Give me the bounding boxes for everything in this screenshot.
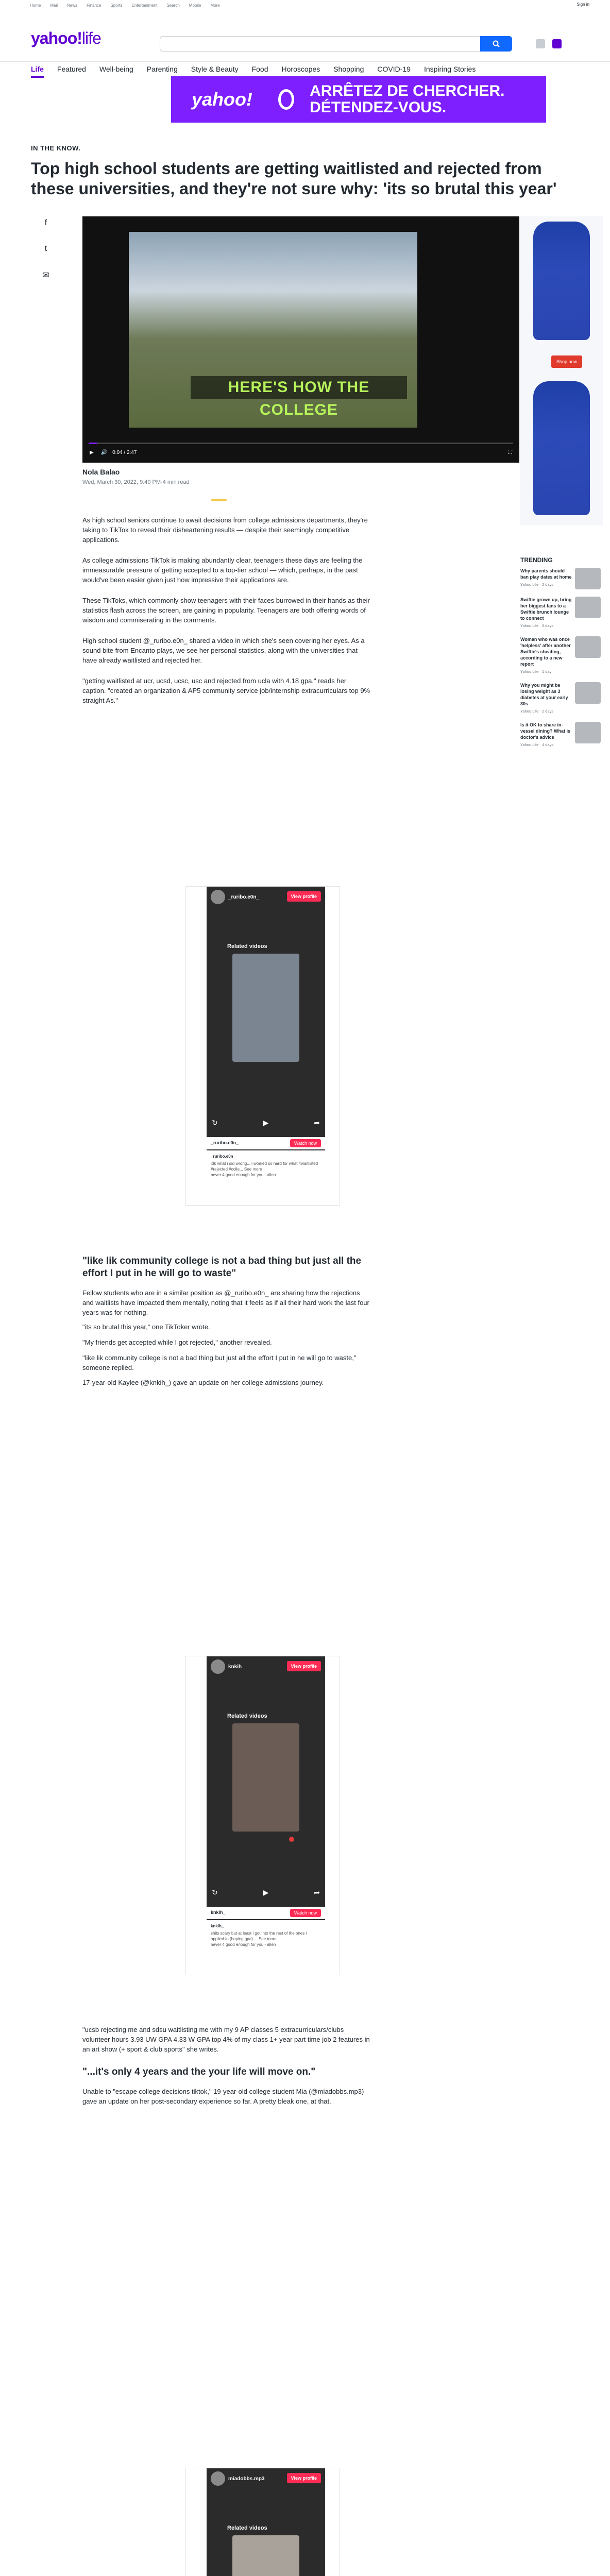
trend-title: Why parents should ban play dates at home <box>520 568 572 580</box>
tiktok-sound[interactable]: never 4 good enough for you - allen <box>211 1942 276 1947</box>
top-nav-item-home[interactable]: Home <box>30 3 41 8</box>
tab-life[interactable]: Life <box>31 65 44 78</box>
related-videos-label: Related videos <box>227 943 267 950</box>
top-nav-item-finance[interactable]: Finance <box>87 3 101 8</box>
trend-title: Is it OK to share in-vessel dining? What is doctor's advice <box>520 722 571 740</box>
paragraph: "its so brutal this year," one TikToker wrote. <box>82 1323 210 1331</box>
list-item[interactable] <box>520 597 603 629</box>
tiktok-controls <box>212 1118 320 1127</box>
tab-covid[interactable]: COVID-19 <box>377 65 411 73</box>
share-icon[interactable]: ➦ <box>314 1888 320 1896</box>
recording-dot <box>289 1837 294 1842</box>
trend-source: Yahoo Life · 1 day <box>520 669 552 674</box>
tab-shopping[interactable]: Shopping <box>333 65 364 73</box>
tiktok-sound[interactable]: never 4 good enough for you - allen <box>211 1173 276 1177</box>
tiktok-player[interactable] <box>207 887 325 1196</box>
video-thumbnail[interactable] <box>232 1723 299 1832</box>
trending-title: TRENDING <box>520 556 553 564</box>
view-profile-button[interactable]: View profile <box>287 1661 321 1671</box>
search-button[interactable] <box>480 36 512 52</box>
article-title: Top high school students are getting waitlisted and rejected from these universities, and they're not sure why: 'its so brutal this year' <box>31 159 557 198</box>
top-nav-item-more[interactable]: More <box>210 3 220 8</box>
video-player[interactable] <box>82 216 519 463</box>
ad-product-image <box>533 222 590 340</box>
tab-horoscopes[interactable]: Horoscopes <box>281 65 320 73</box>
banner-ad[interactable] <box>171 76 546 123</box>
top-nav <box>30 0 220 10</box>
publisher-kicker[interactable]: IN THE KNOW. <box>31 144 81 152</box>
logo-sub: life <box>81 29 101 47</box>
trend-source: Yahoo Life · 2 days <box>520 582 554 587</box>
paragraph: "getting waitlisted at ucr, ucsd, ucsc, usc and rejected from ucla with 4.18 gpa," reads her caption. "created an organization & AP5 community service job/internship extracurriculars top 9% straight As." <box>82 677 370 704</box>
top-nav-item-sports[interactable]: Sports <box>110 3 123 8</box>
list-item[interactable] <box>520 682 603 715</box>
trend-thumbnail <box>575 597 601 618</box>
email-icon[interactable]: ✉ <box>42 271 49 280</box>
magnifier-icon <box>278 89 294 110</box>
listen-indicator[interactable] <box>211 499 227 501</box>
view-profile-button[interactable]: View profile <box>287 2473 321 2483</box>
tiktok-embed[interactable] <box>185 2468 340 2576</box>
share-icon[interactable]: ➦ <box>314 1118 320 1127</box>
sign-in-link[interactable]: Sign in <box>577 2 589 7</box>
list-item[interactable] <box>520 636 603 675</box>
trending-list <box>520 556 603 755</box>
paragraph: As college admissions TikTok is making abundantly clear, teenagers these days are feeling the immeasurable pressure of getting accepted to a top-tier school — which, perhaps, in the past would've been easier given just how impressive their applications are. <box>82 556 363 584</box>
trend-title: Swiftie grown up, bring her biggest fans to a Swiftie brunch lounge to connect <box>520 597 572 621</box>
top-nav-item-mail[interactable]: Mail <box>50 3 58 8</box>
paragraph: As high school seniors continue to await decisions from college admissions departments, they're taking to TikTok to reveal their disheartening results — despite their seemingly competitive applications. <box>82 516 368 544</box>
trend-title: Why you might be losing weight as 3 diabetes at your early 30s <box>520 683 568 706</box>
tiktok-controls <box>212 1888 320 1897</box>
tiktok-watch-user: knkih_ <box>211 1910 226 1915</box>
paragraph: These TikToks, which commonly show teenagers with their faces burrowed in their hands as their statistics flash across the screen, are gaining in popularity. Teenagers are both offering words of wisdom and commiserating in the comments. <box>82 597 370 624</box>
top-nav-item-search[interactable]: Search <box>166 3 180 8</box>
trend-source: Yahoo Life · 4 days <box>520 742 554 747</box>
tiktok-username[interactable]: knkih_ <box>228 1664 245 1670</box>
trend-thumbnail <box>575 568 601 589</box>
tiktok-player[interactable] <box>207 1656 325 1965</box>
trend-source: Yahoo Life · 3 days <box>520 623 554 628</box>
video-time: 0:04 / 2:47 <box>112 449 137 455</box>
volume-icon[interactable]: 🔊 <box>100 449 108 455</box>
author-name[interactable]: Nola Balao <box>82 468 120 476</box>
related-videos-label: Related videos <box>227 2525 267 2531</box>
avatar[interactable] <box>211 2471 225 2486</box>
tiktok-player[interactable] <box>207 2468 325 2576</box>
tiktok-desc-user[interactable]: _ruribo.e0n_ <box>211 1154 236 1159</box>
pull-quote: "like lik community college is not a bad thing but just all the effort I put in he will go to waste" <box>82 1256 362 1279</box>
trend-source: Yahoo Life · 2 days <box>520 709 554 714</box>
twitter-icon[interactable]: t <box>44 244 47 253</box>
trend-title: Woman who was once 'helpless' after another Swiftie's cheating, according to a new report <box>520 637 571 667</box>
paragraph: 17-year-old Kaylee (@knkih_) gave an update on her college admissions journey. <box>82 1379 324 1386</box>
tiktok-username[interactable]: _ruribo.e0n_ <box>228 894 260 900</box>
paragraph: "like lik community college is not a bad thing but just all the effort I put in he will go to waste," someone replied. <box>82 1354 357 1371</box>
sidebar-ad[interactable] <box>520 216 603 526</box>
byline <box>82 468 190 485</box>
fullscreen-icon[interactable]: ⛶ <box>509 449 512 455</box>
trend-thumbnail <box>575 636 601 658</box>
replay-icon[interactable]: ↻ <box>212 1888 218 1896</box>
mail-icon[interactable] <box>552 39 562 48</box>
pull-quote: "...it's only 4 years and the your life will move on." <box>82 2066 316 2077</box>
paragraph: Fellow students who are in a similar position as @_ruribo.e0n_ are sharing how the rejections and waitlists have impacted them mentally, noting that it feels as if all their hard work the last four years was for nothing. <box>82 1289 369 1316</box>
top-bar <box>0 0 610 10</box>
replay-icon[interactable]: ↻ <box>212 1118 218 1127</box>
watch-now-button[interactable]: Watch now <box>290 1909 321 1917</box>
avatar[interactable] <box>211 1659 225 1674</box>
tab-style-beauty[interactable]: Style & Beauty <box>191 65 239 73</box>
trend-thumbnail <box>575 722 601 743</box>
video-caption: HERE'S HOW THE COLLEGE <box>191 376 407 399</box>
play-icon[interactable]: ▶ <box>263 1888 269 1896</box>
header-icons <box>536 39 562 48</box>
shop-now-button[interactable]: Shop now <box>551 355 582 368</box>
list-item[interactable] <box>520 568 603 589</box>
tab-parenting[interactable]: Parenting <box>146 65 178 73</box>
logo-text: yahoo! <box>31 29 82 47</box>
facebook-icon[interactable]: f <box>44 218 47 227</box>
paragraph: High school student @_ruribo.e0n_ shared a video in which she's seen covering her eyes. As a sound bite from Encanto plays, we see her personal statistics, along with the universities that have already waitlisted and rejected her. <box>82 637 365 664</box>
tiktok-description: idk what i did wrong... i worked so hard for what #waitlisted #rejected #colle... See more <box>211 1161 318 1172</box>
tiktok-embed[interactable] <box>185 1656 340 1975</box>
video-thumbnail[interactable] <box>232 2535 299 2576</box>
tiktok-description: shits scary but at least i got into the rest of the ones i applied to (hoping gpa) ... See more <box>211 1931 307 1941</box>
tiktok-username[interactable]: miadobbs.mp3 <box>228 2476 265 2482</box>
tiktok-watch-user: _ruribo.e0n_ <box>211 1140 239 1145</box>
video-controls <box>82 442 519 463</box>
tab-inspiring-stories[interactable]: Inspiring Stories <box>423 65 476 73</box>
header <box>0 10 610 73</box>
yahoo-life-logo[interactable] <box>31 29 101 48</box>
share-bar <box>41 218 50 279</box>
paragraph: Unable to "escape college decisions tiktok," 19-year-old college student Mia (@miadobbs.mp3) gave an update on her post-secondary experience so far. A pretty bleak one, at that. <box>82 2088 364 2105</box>
tiktok-desc-user[interactable]: knkih_ <box>211 1924 224 1928</box>
play-icon[interactable]: ▶ <box>90 449 94 455</box>
related-videos-label: Related videos <box>227 1713 267 1719</box>
user-icon[interactable] <box>536 39 545 48</box>
ad-brand: yahoo! <box>192 89 253 110</box>
top-nav-item-news[interactable]: News <box>67 3 78 8</box>
view-profile-button[interactable]: View profile <box>287 891 321 902</box>
article-meta: Wed, March 30, 2022, 9:40 PM·4 min read <box>82 479 190 485</box>
watch-now-button[interactable]: Watch now <box>290 1139 321 1147</box>
ad-text: ARRÊTEZ DE CHERCHER. DÉTENDEZ-VOUS. <box>310 82 505 116</box>
search-input[interactable] <box>160 36 512 52</box>
paragraph: "ucsb rejecting me and sdsu waitlisting me with my 9 AP classes 5 extracurriculars/clubs volunteer hours 3.93 UW GPA 4.33 W GPA top 4% of my class 1+ year part time job 2 features in an art show (+ sport & club sports" she writes. <box>82 2026 370 2053</box>
tab-food[interactable]: Food <box>251 65 268 73</box>
list-item[interactable] <box>520 722 603 748</box>
tab-well-being[interactable]: Well-being <box>99 65 133 73</box>
top-nav-item-mobile[interactable]: Mobile <box>189 3 201 8</box>
play-icon[interactable]: ▶ <box>263 1118 269 1127</box>
ad-product-image-2 <box>533 381 590 515</box>
paragraph: "My friends get accepted while I got rejected," another revealed. <box>82 1338 272 1346</box>
avatar[interactable] <box>211 890 225 904</box>
tiktok-embed[interactable] <box>185 886 340 1206</box>
search-icon <box>493 40 500 47</box>
top-nav-item-entertainment[interactable]: Entertainment <box>131 3 158 8</box>
video-thumbnail[interactable] <box>232 954 299 1062</box>
tab-featured[interactable]: Featured <box>57 65 86 73</box>
trend-thumbnail <box>575 682 601 704</box>
